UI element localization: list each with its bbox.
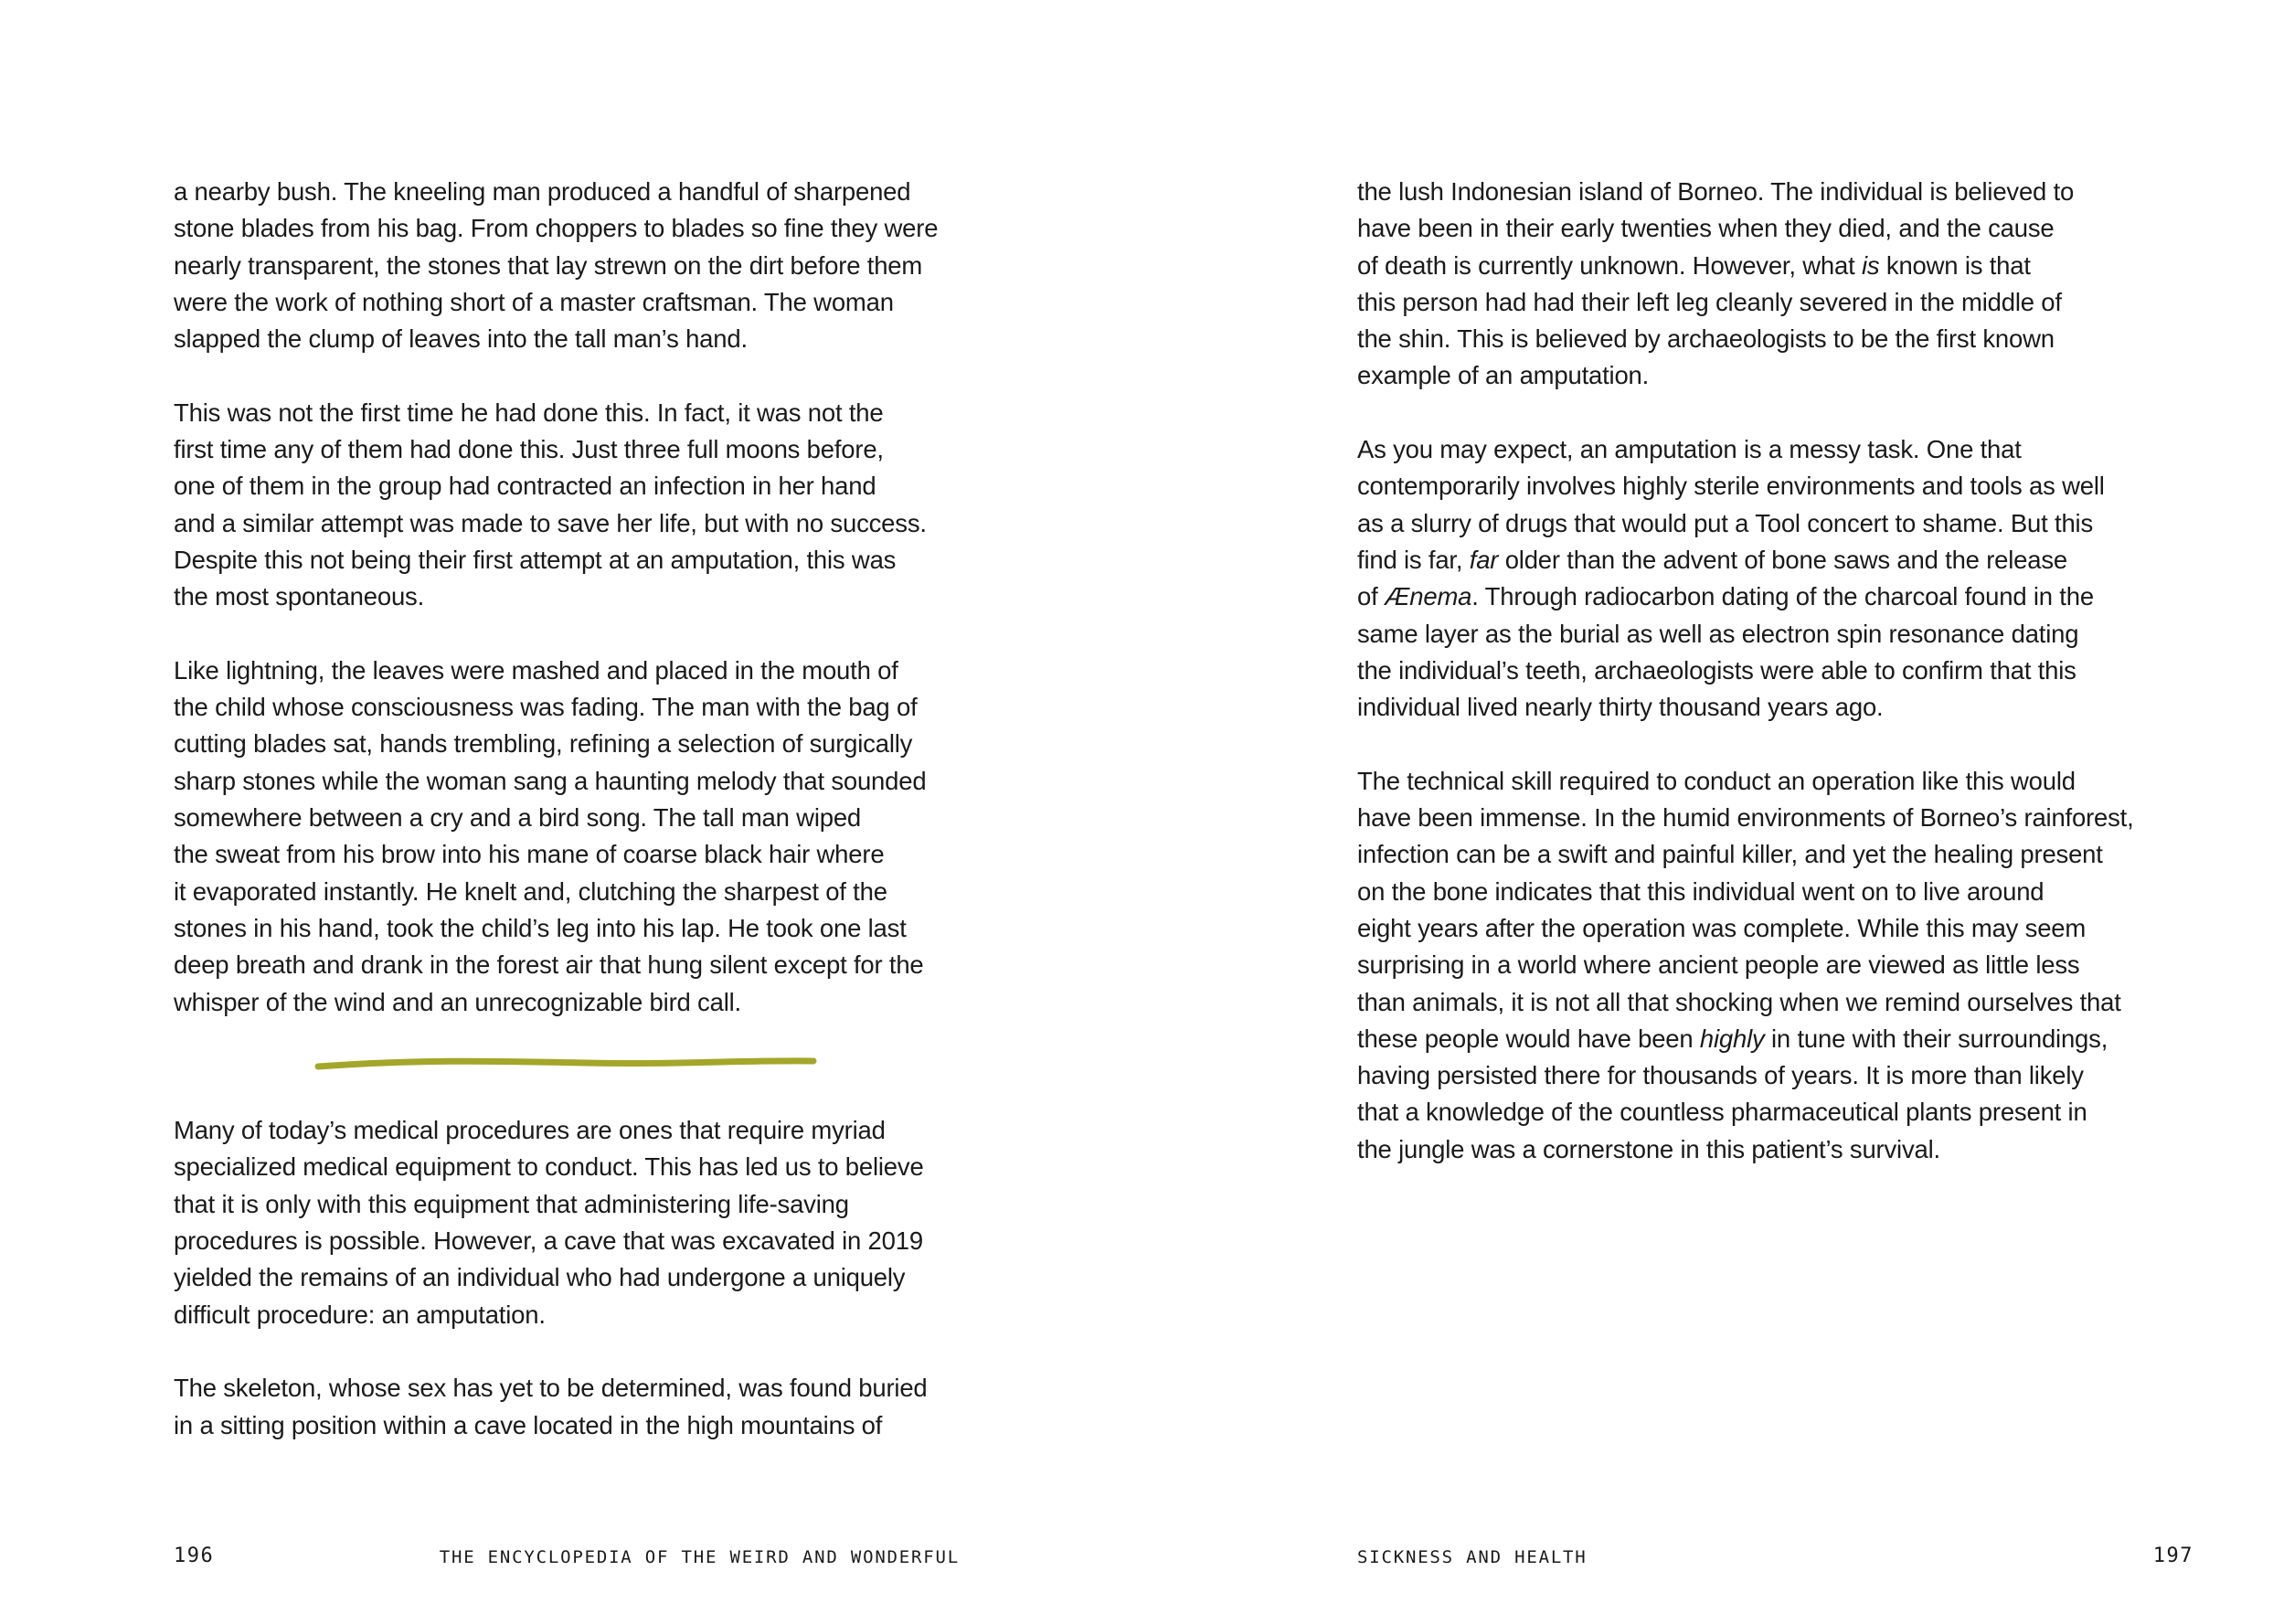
italic-album-title: Ænema: [1384, 582, 1472, 611]
paragraph: As you may expect, an amputation is a messy task. One that contemporarily involves highly sterile environments and tools as well as a slurry of drugs that would put a Tool concert to shame. But this find is far, far older than the advent of bone saws and the release of Ænema. Through radiocarbon dating of the charcoal found in the same layer as the burial as well as electron spin resonance dating the individual’s teeth, archaeologists were able to confirm that this individual lived nearly thirty thousand years ago.: [1357, 435, 2105, 722]
section-divider: [311, 1052, 823, 1076]
italic-emphasis: highly: [1699, 1024, 1765, 1053]
paragraph: This was not the first time he had done this. In fact, it was not the first time any of them had done this. Just three full moons before, one of them in the group had contracted an infection in her hand and a similar attempt was made to save her life, but with no success. Despite this not being their first attempt at an amputation, this was the most spontaneous.: [174, 398, 927, 611]
paragraph: The skeleton, whose sex has yet to be determined, was found buried in a sitting position within a cave located in the high mountains of: [174, 1374, 928, 1439]
right-text-column: [1357, 174, 2161, 1205]
paragraph: the lush Indonesian island of Borneo. The individual is believed to have been in their early twenties when they died, and the cause of death is currently unknown. However, what is known is that this person had had their left leg cleanly severed in the middle of the shin. This is believed by archaeologists to be the first known example of an amputation.: [1357, 177, 2075, 390]
italic-emphasis: is: [1861, 250, 1880, 280]
paragraph: a nearby bush. The kneeling man produced a handful of sharpened stone blades from his bag. From choppers to blades so fine they were nearly transparent, the stones that lay strewn on the dirt before them were the work of nothing short of a master craftsman. The woman slapped the clump of leaves into the tall man’s hand.: [174, 177, 939, 354]
running-title: THE ENCYCLOPEDIA OF THE WEIRD AND WONDERFUL: [439, 1547, 960, 1567]
paragraph: Many of today’s medical procedures are ones that require myriad specialized medical equipment to conduct. This has led us to believe that it is only with this equipment that administering life-saving procedures is possible. However, a cave that was excavated in 2019 yielded the remains of an individual who had undergone a uniquely difficult procedure: an amputation.: [174, 1116, 924, 1329]
italic-emphasis: far: [1469, 545, 1499, 574]
paragraph: The technical skill required to conduct an operation like this would have been immense. In the humid environments of Borneo’s rainforest, infection can be a swift and painful killer, and yet the healing present on the bone indicates that this individual went on to live around eight years after the operation was complete. While this may seem surprising in a world where ancient people are viewed as little less than animals, it is not all that shocking when we remind ourselves that these people would have been highly in tune with their surroundings, having persisted there for thousands of years. It is more than likely that a knowledge of the countless pharmaceutical plants present in the jungle was a cornerstone in this patient’s survival.: [1357, 766, 2134, 1163]
running-title: SICKNESS AND HEALTH: [1357, 1547, 1588, 1567]
page-number: 196: [174, 1544, 215, 1567]
left-text-column: [174, 174, 978, 1481]
page-number: 197: [2152, 1544, 2193, 1567]
right-page: [1147, 0, 2294, 1624]
paragraph: Like lightning, the leaves were mashed and placed in the mouth of the child whose consciousness was fading. The man with the bag of cutting blades sat, hands trembling, refining a selection of surgically sharp stones while the woman sang a haunting melody that sounded somewhere between a cry and a bird song. The tall man wiped the sweat from his brow into his mane of coarse black hair where it evaporated instantly. He knelt and, clutching the sharpest of the stones in his hand, took the child’s leg into his lap. He took one last deep breath and drank in the forest air that hung silent except for the whisper of the wind and an unrecognizable bird call.: [174, 655, 927, 1016]
